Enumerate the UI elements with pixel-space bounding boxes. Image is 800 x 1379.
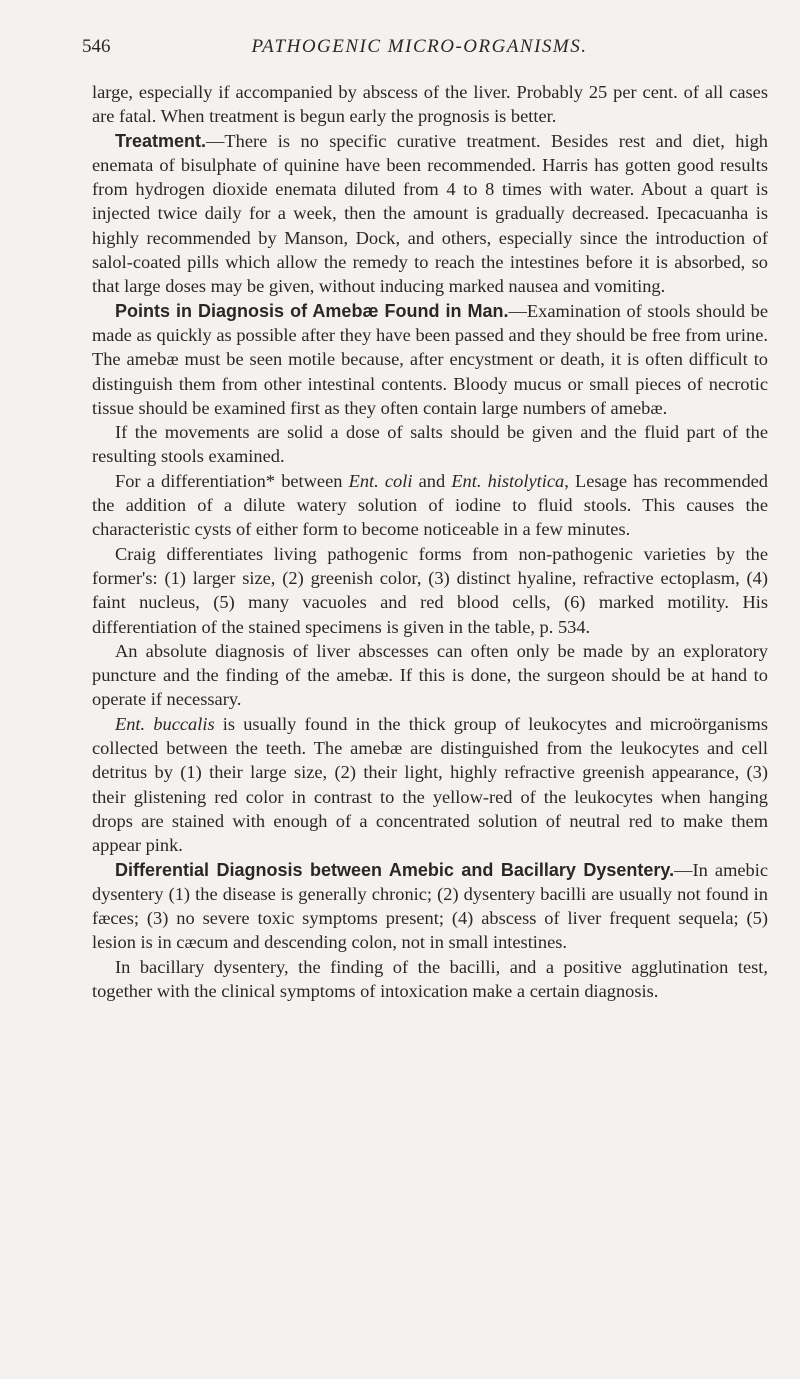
paragraph-text: Lesage has recommended the addition of a dilute watery solution of iodine to fluid stools. This causes the characteristic cysts of either form to become noticeable in a few minutes. bbox=[92, 470, 768, 540]
species-name-ent-coli: Ent. coli bbox=[348, 470, 413, 491]
species-name-ent-buccalis: Ent. buccalis bbox=[115, 713, 215, 734]
paragraph-text: —There is no specific curative treatment. Besides rest and diet, high enemata of bisulphate of quinine have been recommended. Harris has gotten good results from hydrogen dioxide enemata diluted from 4 to 8 times with water. About a quart is injected twice daily for a week, then the amount is gradually decreased. Ipecacuanha is highly recommended by Manson, Dock, and others, especially since the introduction of salol-coated pills which allow the remedy to reach the intestines before it is absorbed, so that large doses may be given, without inducing marked nausea and vomiting. bbox=[92, 130, 768, 297]
paragraph-text: and bbox=[412, 470, 452, 491]
paragraph-lesage-iodine bbox=[92, 469, 768, 542]
paragraph-text: —Examination of stools should be made as quickly as possible after they have been passed and they should be free from urine. The amebæ must be seen motile because, after encystment or death, it is often difficult to distinguish them from other intestinal contents. Bloody mucus or small pieces of necrotic tissue should be examined first as they often contain large numbers of amebæ. bbox=[92, 300, 768, 418]
paragraph-craig: Craig differentiates living pathogenic forms from non-pathogenic varieties by the former's: (1) larger size, (2) greenish color, (3) distinct hyaline, refractive ectoplasm, (4) faint nucleus, (5) many vacuoles and red blood cells, (6) marked motility. His differentiation of the stained specimens is given in the table, p. 534. bbox=[92, 543, 768, 637]
page-number: 546 bbox=[82, 36, 111, 57]
paragraph-prognosis-continued: large, especially if accompanied by abscess of the liver. Probably 25 per cent. of all cases are fatal. When treatment is begun early the prognosis is better. bbox=[92, 82, 768, 127]
paragraph-liver-abscess: An absolute diagnosis of liver abscesses can often only be made by an exploratory puncture and the finding of the amebæ. If this is done, the surgeon should be at hand to operate if necessary. bbox=[92, 640, 768, 710]
page-body bbox=[92, 80, 768, 1003]
paragraph-salts: If the movements are solid a dose of salts should be given and the fluid part of the resulting stools examined. bbox=[92, 422, 768, 467]
paragraph-treatment bbox=[92, 129, 768, 299]
page-header bbox=[82, 36, 757, 64]
paragraph-bacillary: In bacillary dysentery, the finding of the bacilli, and a positive agglutination test, together with the clinical symptoms of intoxication make a certain diagnosis. bbox=[92, 956, 768, 1001]
section-heading-treatment: Treatment. bbox=[115, 130, 207, 151]
paragraph-text: is usually found in the thick group of leukocytes and microörganisms collected between the teeth. The amebæ are distinguished from the leukocytes and cell detritus by (1) their large size, (2) their light, highly refractive greenish appearance, (3) their glistening red color in contrast to the yellow-red of the leukocytes when hanging drops are stained with enough of a concentrated solution of neutral red to make them appear pink. bbox=[92, 713, 768, 856]
paragraph-text: For a differentiation* between bbox=[115, 470, 349, 491]
species-name-ent-histolytica: Ent. histolytica, bbox=[451, 470, 569, 491]
running-title: PATHOGENIC MICRO-ORGANISMS. bbox=[251, 36, 588, 57]
paragraph-text: —In amebic dysentery (1) the disease is generally chronic; (2) dysentery bacilli are usually not found in fæces; (3) no severe toxic symptoms present; (4) abscess of liver frequent sequela; (5) lesion is in cæcum and descending colon, not in small intestines. bbox=[92, 859, 769, 953]
section-heading-differential-diagnosis: Differential Diagnosis between Amebic and Bacillary Dysentery. bbox=[115, 859, 675, 880]
paragraph-ent-buccalis bbox=[92, 712, 768, 858]
section-heading-points-in-diagnosis: Points in Diagnosis of Amebæ Found in Man. bbox=[115, 300, 509, 321]
paragraph-points-in-diagnosis bbox=[92, 299, 768, 420]
paragraph-differential-diagnosis bbox=[92, 858, 768, 955]
